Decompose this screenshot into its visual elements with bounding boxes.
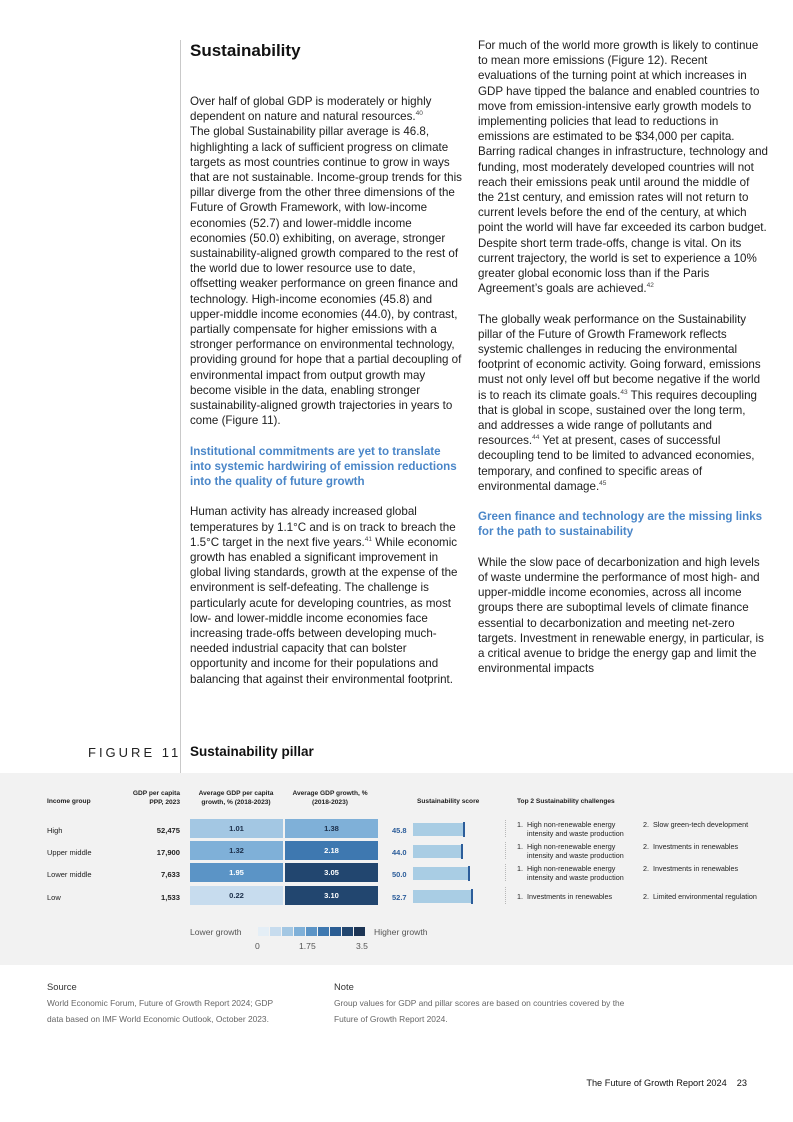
legend-swatch	[318, 927, 329, 936]
score-value-lower-middle: 50.0	[392, 870, 407, 879]
score-tick-lower-middle	[468, 866, 470, 881]
row-label-upper-middle: Upper middle	[47, 848, 92, 857]
gdp-lower-middle: 7,633	[160, 870, 180, 879]
heat-cell-pc-lower-middle: 1.95	[190, 863, 283, 882]
page-number: 23	[736, 1078, 747, 1088]
gdp-high: 52,475	[156, 826, 180, 835]
score-tick-upper-middle	[461, 844, 463, 859]
score-bar-high	[413, 823, 463, 836]
score-value-upper-middle: 44.0	[392, 848, 407, 857]
figure-title: Sustainability pillar	[190, 744, 314, 759]
legend-higher-growth: Higher growth	[374, 927, 428, 937]
legend-tick-1-75: 1.75	[299, 941, 316, 951]
subheading-green-finance: Green finance and technology are the missing links for the path to sustainability	[478, 510, 763, 539]
right-column	[478, 38, 768, 676]
challenge-separator	[505, 842, 506, 859]
heat-cell-pc-upper-middle: 1.32	[190, 841, 283, 860]
heat-cell-gdp-high: 1.38	[285, 819, 378, 838]
challenge-1-lower-middle: 1. High non-renewable energy intensity and waste production	[517, 864, 624, 882]
subheading-institutional: Institutional commitments are yet to translate into systemic hardwiring of emission reductions into the quality of future growth	[190, 444, 457, 489]
footnote-42: 42	[646, 282, 654, 290]
source-text: World Economic Forum, Future of Growth Report 2024; GDP data based on IMF World Economic Outlook, October 2023.	[47, 998, 274, 1024]
legend-swatch	[258, 927, 269, 936]
note-heading: Note	[334, 981, 354, 992]
legend-swatch	[294, 927, 305, 936]
left-paragraph-3: Human activity has already increased global temperatures by 1.1°C and is on track to breach the 1.5°C target in the next five years.$^{41}$ While economic growth has enabled a significant improvement in global living standards, growth at the expense of the environment is self-defeating. The challenge is particularly acute for developing countries, as most low- and lower-middle income economies face increasing trade-offs between developing much-needed industrial capacity that can bolster opportunity and income for their populations and balancing that against their environmental footprint.	[190, 505, 458, 686]
heat-cell-pc-low: 0.22	[190, 886, 283, 905]
score-bar-upper-middle	[413, 845, 461, 858]
row-label-lower-middle: Lower middle	[47, 870, 92, 879]
heat-cell-pc-high: 1.01	[190, 819, 283, 838]
note-text: Group values for GDP and pillar scores are based on countries covered by the Future of Growth Report 2024.	[334, 998, 625, 1024]
gdp-low: 1,533	[160, 893, 180, 902]
legend-tick-3-5: 3.5	[356, 941, 368, 951]
legend-swatch	[342, 927, 353, 936]
footnote-43: 43	[620, 388, 628, 396]
heat-cell-gdp-upper-middle: 2.18	[285, 841, 378, 860]
score-value-low: 52.7	[392, 893, 407, 902]
figure-label: FIGURE 11	[88, 745, 182, 760]
right-paragraph-2: The globally weak performance on the Sustainability pillar of the Future of Growth Framework reflects systemic challenges in reducing the environmental footprint of economic activity. Going forward, emissions must not only level off but become negative if the world is to reach its climate goals.$^{43}$ This requires decoupling that is global in scope, sustained over the long term, and addresses a wide range of pollutants and resources.$^{44}$ Yet at present, cases of successful decoupling tend to be limited to advanced economies, temporary, and confined to specific areas of environmental damage.$^{45}$	[478, 312, 761, 493]
footnote-45: 45	[599, 480, 607, 488]
legend-swatch	[282, 927, 293, 936]
footnote-44: 44	[532, 434, 540, 442]
column-divider	[180, 40, 181, 775]
score-tick-high	[463, 822, 465, 837]
header-avg-gdp-growth: Average GDP growth, % (2018-2023)	[292, 790, 368, 806]
legend-tick-0: 0	[255, 941, 260, 951]
left-paragraph-1: Over half of global GDP is moderately or highly dependent on nature and natural resources.$^{40}$	[190, 95, 432, 124]
score-tick-low	[471, 889, 473, 904]
score-value-high: 45.8	[392, 826, 407, 835]
left-paragraph-2: The global Sustainability pillar average is 46.8, highlighting a lack of sufficient progress on climate targets as most countries continue to grow in ways that are not sustainable. Income-group trends for this pillar diverge from the other three dimensions of the Future of Growth Framework, with low-income economies (52.7) and lower-middle income economies (50.0) exhibiting, on average, stronger sustainability-aligned growth compared to the rest of the world due to lower resource use to date, offsetting weaker performance on green finance and technology. High-income economies (45.8) and upper-middle income economies (44.0), by contrast, partially compensate for higher emissions with a stronger performance on environmental technology, providing ground for hope that a partial decoupling of environmental impact from output growth may become visible in the data, enabling stronger sustainability-aligned growth trajectories in years to come (Figure 11).	[190, 125, 462, 428]
left-column	[190, 38, 462, 687]
report-name: The Future of Growth Report 2024	[586, 1078, 727, 1088]
section-title: Sustainability	[190, 41, 301, 60]
footnote-40: 40	[415, 110, 423, 118]
challenge-1-upper-middle: 1. High non-renewable energy intensity and waste production	[517, 842, 624, 860]
legend-swatch	[270, 927, 281, 936]
challenge-1-high: 1. High non-renewable energy intensity and waste production	[517, 820, 624, 838]
challenge-separator	[505, 864, 506, 881]
challenge-separator	[505, 887, 506, 904]
right-paragraph-3: While the slow pace of decarbonization and high levels of waste undermine the performance of most high- and upper-middle income economies, across all income groups there are suboptimal levels of climate finance essential to decarbonization and meeting net-zero targets. Investment in renewable energy, in particular, is a critical avenue to bridge the energy gap and limit the environmental impacts	[478, 555, 764, 676]
score-bar-low	[413, 890, 471, 903]
header-avg-gdp-pc-growth: Average GDP per capita growth, % (2018-2023)	[198, 790, 274, 806]
heat-cell-gdp-lower-middle: 3.05	[285, 863, 378, 882]
challenge-1-low: 1. Investments in renewables	[517, 892, 613, 901]
source-heading: Source	[47, 981, 77, 992]
right-paragraph-1: For much of the world more growth is likely to continue to mean more emissions (Figure 12). Recent evaluations of the turning point at which increases in GDP have tipped the balance and enabled countries to move from emission-intensive early growth models to implementing policies that lead to reductions in emissions are estimated to be $34,000 per capita. Barring radical changes in infrastructure, technology and funding, most moderately developed countries will not reach their emissions peak until around the middle of the 21st century, and emission rates will not return to current levels before the end of the century, at which point the world will have far exceeded its carbon budget. Despite short term trade-offs, change is vital. On its current trajectory, the world is set to experience a 10% greater global economic loss than if the Paris Agreement’s goals are achieved.$^{42}$	[478, 39, 769, 296]
challenge-separator	[505, 820, 506, 837]
header-income-group: Income group	[47, 798, 91, 805]
row-label-high: High	[47, 826, 63, 835]
page-footer	[586, 1078, 747, 1088]
legend-swatch	[330, 927, 341, 936]
score-bar-lower-middle	[413, 867, 468, 880]
row-label-low: Low	[47, 893, 61, 902]
heat-cell-gdp-low: 3.10	[285, 886, 378, 905]
legend-lower-growth: Lower growth	[190, 927, 242, 937]
header-gdp: GDP per capita PPP, 2023	[132, 790, 180, 806]
header-challenges: Top 2 Sustainability challenges	[517, 798, 615, 805]
legend-swatch	[354, 927, 365, 936]
footnote-41: 41	[364, 536, 373, 543]
header-sustainability-score: Sustainability score	[417, 798, 480, 805]
gdp-upper-middle: 17,900	[156, 848, 180, 857]
legend-swatch	[306, 927, 317, 936]
